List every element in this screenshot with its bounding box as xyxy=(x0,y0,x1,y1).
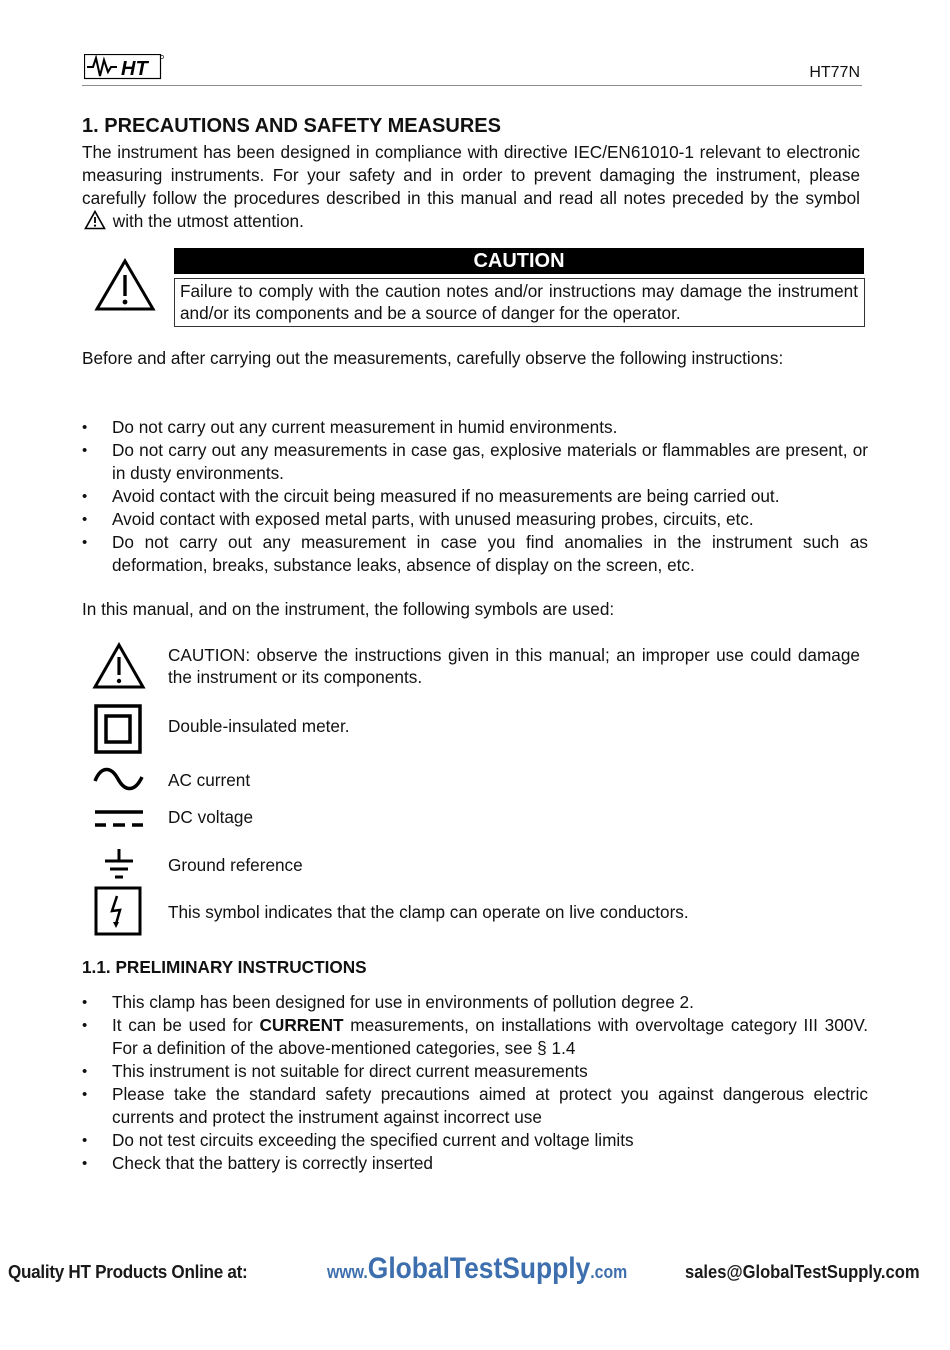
symbol-dc-text: DC voltage xyxy=(168,807,254,827)
list-item: • Please take the standard safety precautions aimed at protect you against dangerous electric currents and protect the instrument against incorrect use xyxy=(82,1083,868,1129)
symbol-caution-text: CAUTION: observe the instructions given in this manual; an improper use could damage the instrument or its components. xyxy=(168,645,860,687)
ground-icon xyxy=(92,848,146,887)
intro-text: The instrument has been designed in compliance with directive IEC/EN61010-1 relevant to electronic measuring instruments. For your safety and in order to prevent damaging the instrument, please carefully follow the procedures described in this manual and read all notes preceded by the symbol xyxy=(82,142,860,208)
live-conductor-icon xyxy=(92,886,144,941)
symbol-double-insulated-text: Double-insulated meter. xyxy=(168,716,350,736)
model-name: HT77N xyxy=(809,64,860,81)
list-item: • Do not carry out any current measurement in humid environments. xyxy=(82,416,868,439)
inline-warning-icon xyxy=(84,210,106,236)
footer-tagline: Quality HT Products Online at: xyxy=(8,1262,248,1282)
caution-warning-icon xyxy=(94,258,156,317)
caution-text: Failure to comply with the caution notes and/or instructions may damage the instrument and/or its components and be a source of danger for the operator. xyxy=(174,278,865,327)
section-title: 1. PRECAUTIONS AND SAFETY MEASURES xyxy=(82,115,501,137)
symbols-intro: In this manual, and on the instrument, the following symbols are used: xyxy=(82,599,615,619)
header-divider xyxy=(82,85,862,86)
list-item: • Avoid contact with the circuit being measured if no measurements are being carried out. xyxy=(82,485,868,508)
footer-website-link[interactable] xyxy=(327,1252,627,1286)
url-suffix: .com xyxy=(590,1262,628,1282)
dc-voltage-icon xyxy=(92,808,146,835)
list-item: • Do not carry out any measurement in case you find anomalies in the instrument such as deformation, breaks, substance leaks, absence of display on the screen, etc. xyxy=(82,531,868,577)
ac-current-icon xyxy=(92,764,146,799)
safety-instructions-list xyxy=(82,416,868,577)
warning-triangle-icon xyxy=(92,642,146,695)
double-insulation-icon xyxy=(92,704,144,759)
list-item: • Do not carry out any measurements in case gas, explosive materials or flammables are present, or in dusty environments. xyxy=(82,439,868,485)
list-item-text: It can be used for xyxy=(112,1015,260,1035)
intro-text-end: with the utmost attention. xyxy=(112,211,304,231)
preliminary-instructions-list xyxy=(82,991,868,1175)
ht-logo xyxy=(84,54,164,85)
caution-heading: CAUTION xyxy=(174,248,864,274)
url-prefix: www. xyxy=(327,1262,368,1282)
list-item: • This instrument is not suitable for direct current measurements xyxy=(82,1060,868,1083)
subsection-title: 1.1. PRELIMINARY INSTRUCTIONS xyxy=(82,957,367,977)
symbol-ground-text: Ground reference xyxy=(168,855,303,875)
list-item: • Check that the battery is correctly inserted xyxy=(82,1152,868,1175)
list-item: • This clamp has been designed for use in environments of pollution degree 2. xyxy=(82,991,868,1014)
list-item xyxy=(82,1014,868,1060)
list-item-bold: CURRENT xyxy=(259,1015,344,1035)
list-item-text: measurements, on installations with overvoltage category III 300V. For a definition of the above-mentioned categories, see § 1.4 xyxy=(112,1015,868,1058)
symbol-live-text: This symbol indicates that the clamp can operate on live conductors. xyxy=(168,902,689,922)
symbol-ac-text: AC current xyxy=(168,770,251,790)
logo-text: HT xyxy=(121,58,148,80)
before-after-paragraph: Before and after carrying out the measurements, carefully observe the following instructions: xyxy=(82,348,784,368)
list-item: • Avoid contact with exposed metal parts, with unused measuring probes, circuits, etc. xyxy=(82,508,868,531)
list-item: • Do not test circuits exceeding the specified current and voltage limits xyxy=(82,1129,868,1152)
footer-email-link[interactable]: sales@GlobalTestSupply.com xyxy=(685,1262,920,1282)
url-main: GlobalTestSupply xyxy=(367,1252,591,1285)
intro-paragraph xyxy=(82,141,860,236)
